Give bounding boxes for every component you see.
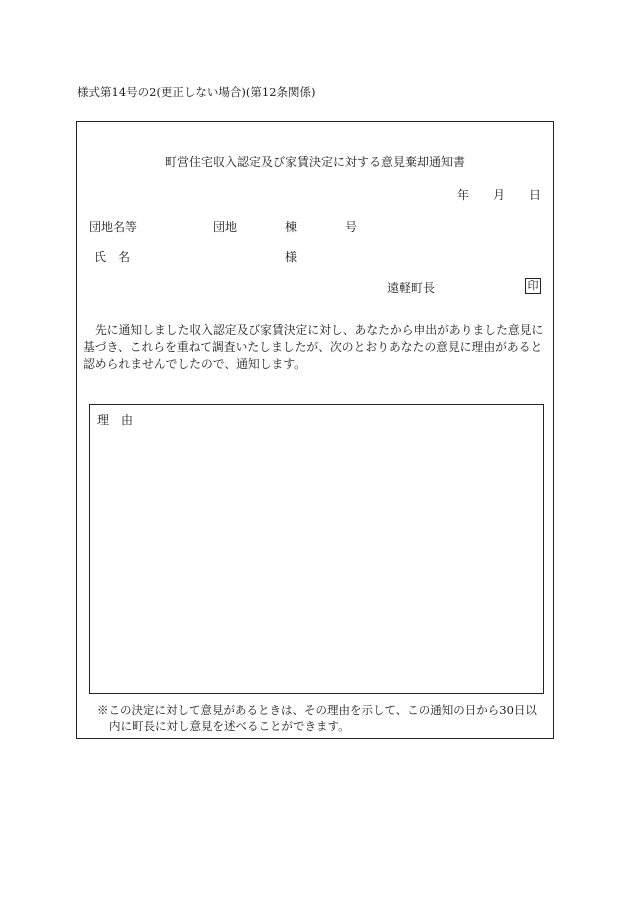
date-year-label: 年 [457,188,470,202]
form-number-label: 様式第14号の2(更正しない場合)(第12条関係) [77,85,316,99]
notice-body-line: 先に通知しました収入認定及び家賃決定に対し、あなたから申出がありました意見に [95,323,544,337]
appeal-note-line: 内に町長に対し意見を述べることができます。 [109,719,350,733]
notice-body-line: 基づき、これらを重ねて調査いたしましたが、次のとおりあなたの意見に理由があると [83,340,543,354]
tou-label: 棟 [285,220,298,234]
notice-body-line: 認められませんでしたので、通知します。 [83,357,306,371]
date-month-label: 月 [493,188,506,202]
issuer-name: 遠軽町長 [387,281,436,295]
sama-label: 様 [285,250,298,264]
address-label: 団地名等 [89,220,138,234]
danchi-label: 団地 [213,220,238,234]
notice-body [83,322,553,373]
reason-label: 理 由 [97,413,134,427]
appeal-note [97,702,552,734]
date-day-label: 日 [529,188,542,202]
seal-mark: 印 [525,278,541,294]
document-title: 町営住宅収入認定及び家賃決定に対する意見棄却通知書 [164,155,465,169]
appeal-note-line: ※この決定に対して意見があるときは、その理由を示して、この通知の日から30日以 [97,703,537,717]
reason-box [89,404,544,694]
name-label: 氏 名 [94,250,131,264]
gou-label: 号 [345,220,358,234]
